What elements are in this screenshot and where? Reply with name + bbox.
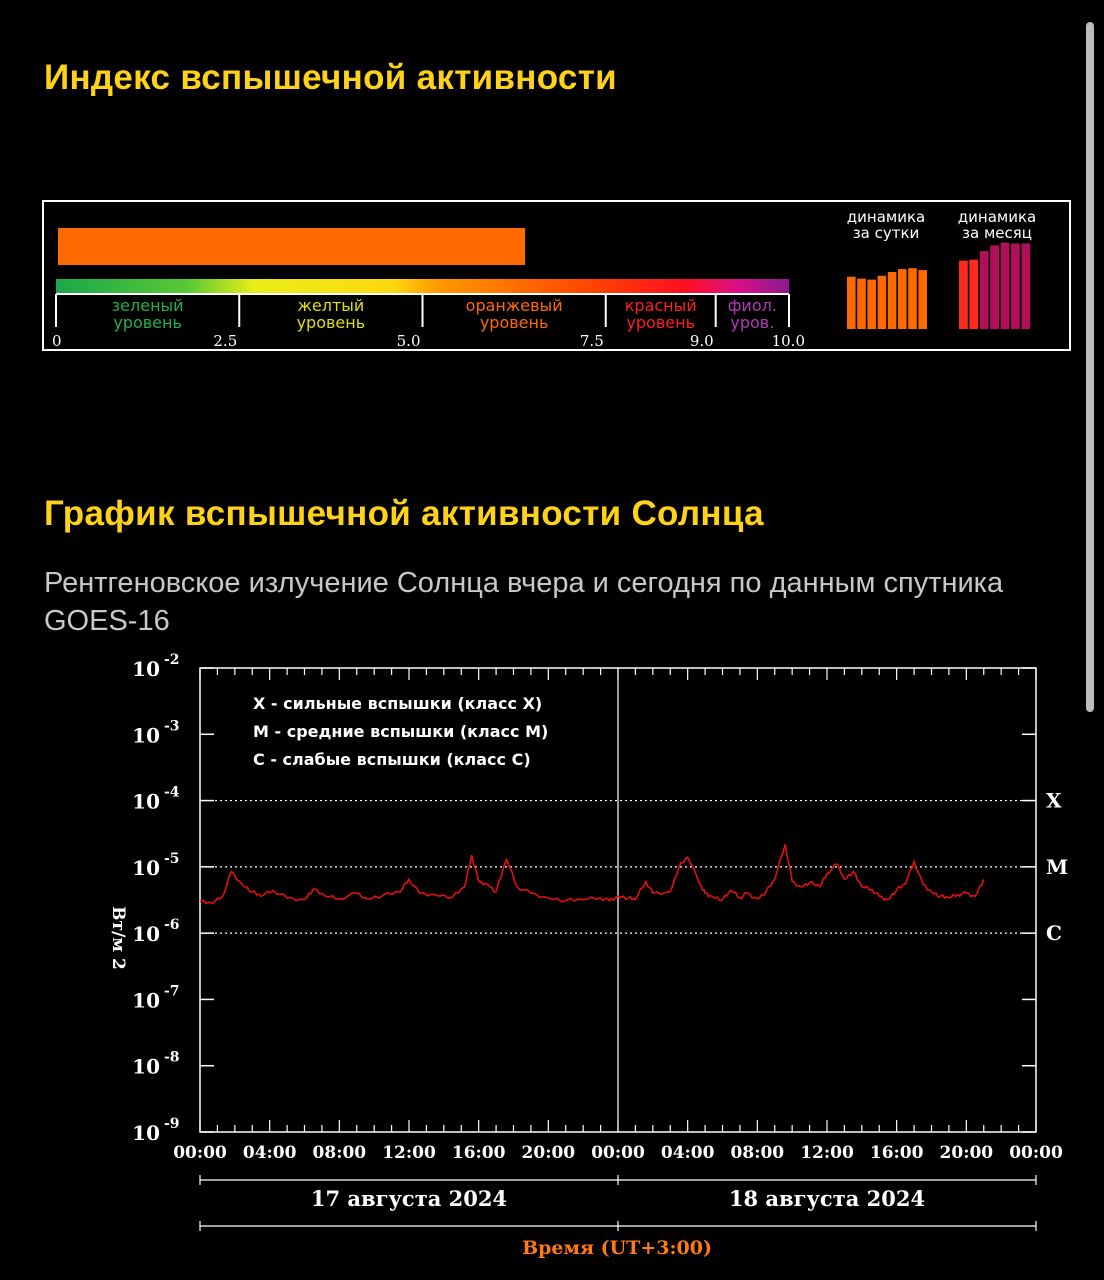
legend-entry: M - средние вспышки (класс M) — [253, 722, 549, 741]
daily-bar — [908, 268, 917, 329]
legend-entry: X - сильные вспышки (класс X) — [253, 694, 543, 713]
current-index-bar — [58, 228, 525, 265]
scale-tick-label: 7.5 — [579, 332, 604, 350]
y-tick-label: 10 — [132, 1054, 160, 1079]
class-label: C — [1046, 921, 1062, 946]
chart-subtitle: Рентгеновское излучение Солнца вчера и сегодня по данным спутника GOES-16 — [44, 567, 1004, 637]
monthly-bar — [1001, 243, 1010, 329]
xray-flux-chart — [80, 650, 1080, 1270]
x-tick-label: 12:00 — [800, 1143, 854, 1163]
scale-tick-label: 0 — [52, 332, 62, 350]
y-tick-label: 10 — [132, 789, 160, 814]
x-tick-label: 00:00 — [1009, 1143, 1063, 1163]
monthly-bar — [990, 245, 999, 329]
x-tick-label: 20:00 — [939, 1143, 994, 1163]
daily-bar — [878, 276, 887, 329]
flare-index-widget — [42, 200, 1074, 356]
x-tick-label: 16:00 — [869, 1143, 924, 1163]
y-tick-label: 10 — [132, 657, 160, 681]
monthly-label-2: за месяц — [962, 224, 1032, 242]
y-tick-exponent: -2 — [164, 652, 180, 668]
legend-entry: C - слабые вспышки (класс C) — [253, 750, 531, 769]
y-tick-exponent: -4 — [164, 784, 180, 801]
daily-bar — [867, 280, 876, 329]
y-tick-label: 10 — [132, 922, 160, 947]
daily-label-1: динамика — [846, 208, 926, 226]
y-tick-label: 10 — [132, 1121, 160, 1145]
scale-tick-label: 9.0 — [689, 332, 714, 350]
y-tick-exponent: -8 — [164, 1049, 180, 1066]
daily-bar — [888, 272, 897, 329]
daily-label-2: за сутки — [852, 224, 920, 242]
index-scale-gradient — [56, 279, 789, 293]
date-label: 18 августа 2024 — [728, 1186, 926, 1211]
y-tick-exponent: -3 — [164, 718, 180, 735]
y-tick-exponent: -7 — [164, 983, 180, 1000]
index-section-title: Индекс вспышечной активности — [44, 58, 617, 97]
level-label-line2: уровень — [296, 313, 366, 332]
y-tick-exponent: -5 — [164, 850, 180, 867]
y-tick-exponent: -9 — [164, 1116, 180, 1132]
daily-bar — [847, 277, 856, 329]
chart-section-title: График вспышечной активности Солнца — [44, 494, 764, 533]
class-label: M — [1046, 854, 1069, 879]
level-label-line2: уровень — [113, 313, 182, 332]
y-tick-label: 10 — [132, 988, 160, 1013]
x-axis-label: Время (UT+3:00) — [522, 1237, 712, 1259]
monthly-bar — [969, 260, 978, 329]
daily-bar — [898, 269, 907, 329]
level-label-line2: уровень — [626, 313, 696, 332]
monthly-label-1: динамика — [957, 208, 1037, 226]
daily-bar — [857, 279, 866, 329]
y-tick-exponent: -6 — [164, 917, 180, 934]
level-label-line1: желтый — [297, 296, 365, 315]
daily-dynamics-bars — [847, 268, 927, 329]
monthly-bar — [1021, 244, 1030, 330]
x-tick-label: 04:00 — [660, 1143, 715, 1163]
y-axis-label: Вт/м 2 — [108, 906, 128, 970]
x-tick-label: 16:00 — [451, 1143, 506, 1163]
scrollbar[interactable] — [1086, 22, 1094, 712]
daily-bar — [918, 270, 927, 329]
level-label-line2: уровень — [479, 313, 549, 332]
monthly-bar — [959, 261, 968, 329]
flux-series-line — [200, 844, 984, 903]
x-tick-label: 00:00 — [173, 1143, 227, 1163]
x-tick-label: 04:00 — [242, 1143, 297, 1163]
level-label-line1: красный — [624, 296, 697, 315]
level-label-line2: уров. — [730, 313, 775, 332]
x-tick-label: 08:00 — [730, 1143, 785, 1163]
scale-tick-label: 2.5 — [213, 332, 238, 350]
level-label-line1: оранжевый — [465, 296, 563, 315]
monthly-bar — [1011, 244, 1020, 330]
x-tick-label: 12:00 — [382, 1143, 436, 1163]
y-tick-label: 10 — [132, 723, 160, 748]
scale-tick-label: 5.0 — [396, 332, 421, 350]
monthly-bar — [980, 251, 989, 329]
x-tick-label: 00:00 — [591, 1143, 645, 1163]
scale-tick-label: 10.0 — [771, 332, 805, 350]
date-label: 17 августа 2024 — [310, 1186, 508, 1211]
x-tick-label: 08:00 — [312, 1143, 367, 1163]
class-label: X — [1046, 788, 1062, 813]
monthly-dynamics-bars — [959, 243, 1030, 329]
y-tick-label: 10 — [132, 855, 160, 880]
x-tick-label: 20:00 — [521, 1143, 576, 1163]
level-label-line1: фиол. — [727, 296, 777, 315]
level-label-line1: зеленый — [111, 296, 184, 315]
